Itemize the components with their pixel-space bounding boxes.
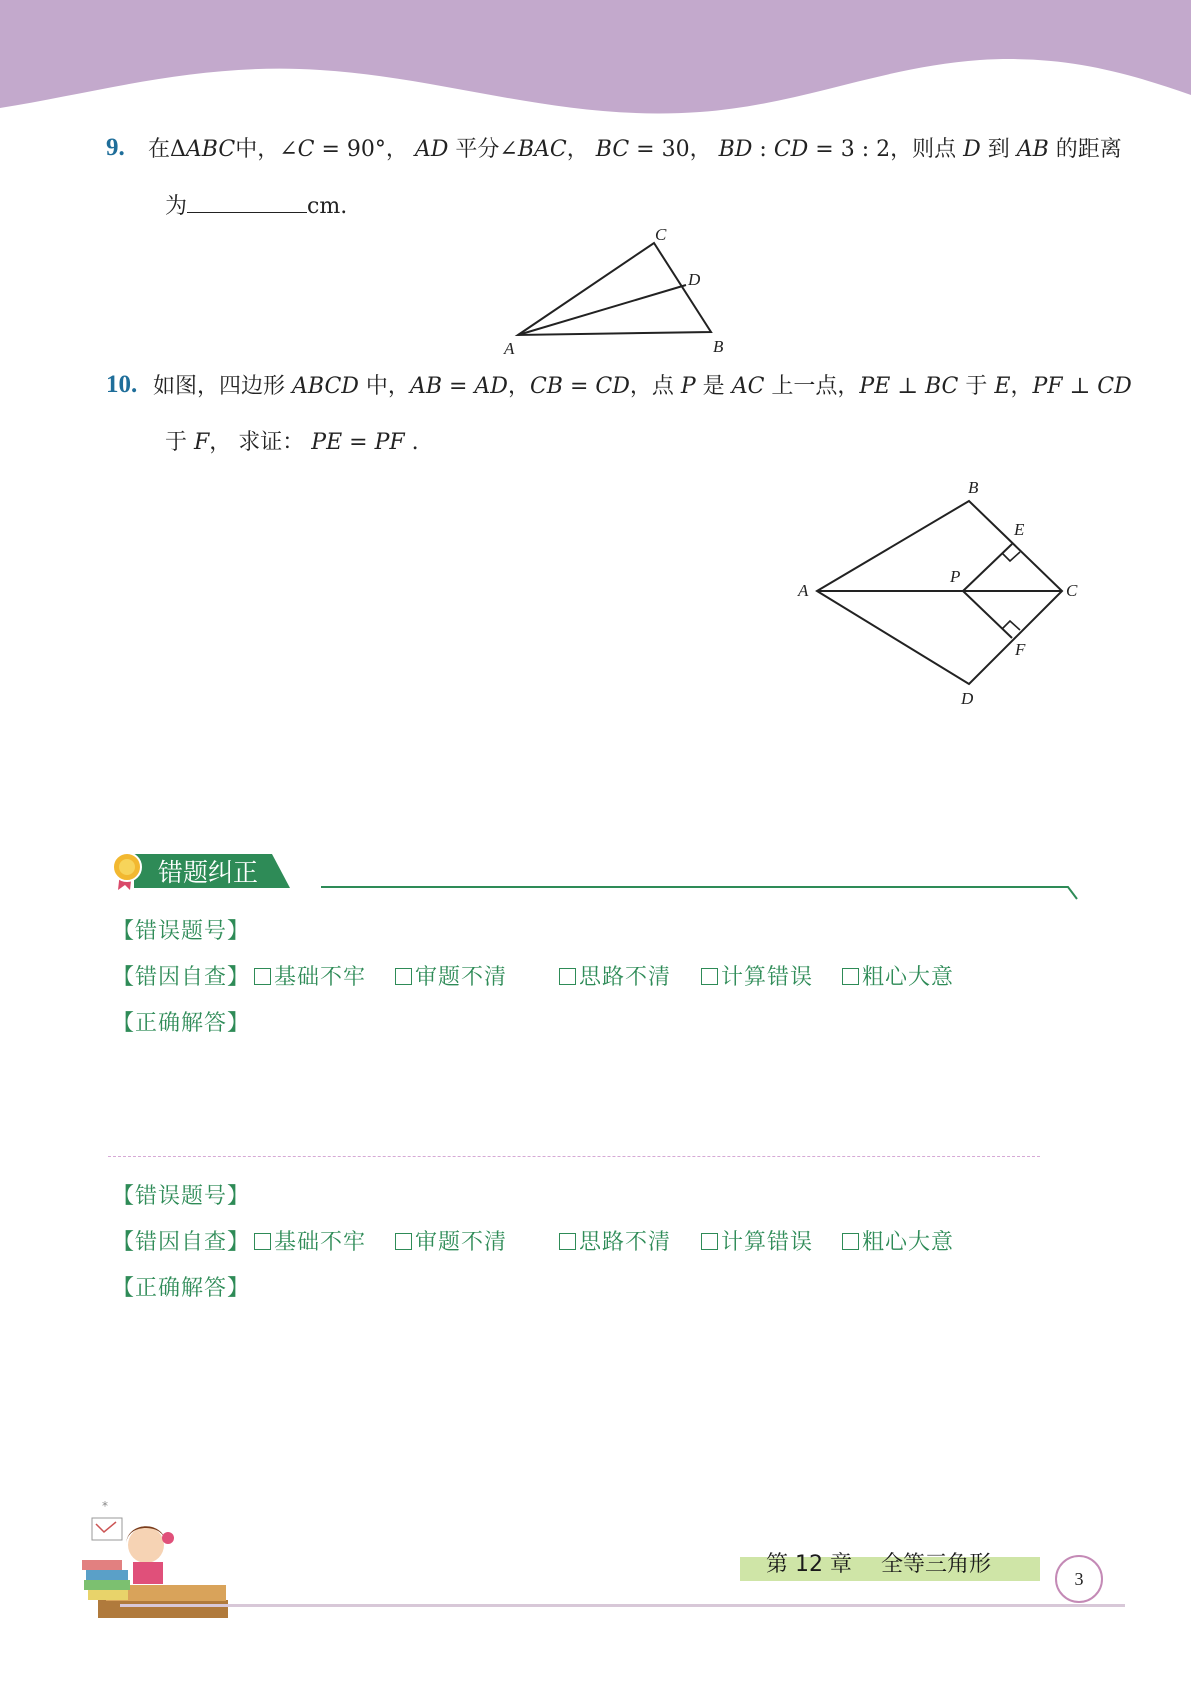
question-9-figure [500, 225, 740, 360]
label-E: E [1014, 520, 1025, 539]
label-A: A [798, 581, 809, 600]
question-9-number: 9. [106, 134, 125, 161]
checkbox-icon[interactable] [701, 1233, 718, 1250]
answer-label-2: 【正确解答】 [112, 1276, 251, 1301]
svg-text:*: * [102, 1500, 108, 1513]
label-C: C [1066, 581, 1078, 600]
option-reading[interactable]: 审题不清 [395, 960, 507, 991]
cause-row-1 [112, 960, 1012, 990]
option-calculation[interactable]: 计算错误 [701, 960, 813, 991]
option-thinking[interactable]: 思路不清 [559, 960, 671, 991]
wrong-number-label-1: 【错误题号】 [112, 919, 251, 944]
label-B: B [713, 337, 724, 356]
option-reading[interactable]: 审题不清 [395, 1225, 507, 1256]
checkbox-icon[interactable] [842, 1233, 859, 1250]
chapter-bar [740, 1552, 1040, 1581]
block-separator [108, 1156, 1040, 1157]
answer-label-1: 【正确解答】 [112, 1011, 251, 1036]
checkbox-icon[interactable] [254, 1233, 271, 1250]
label-A: A [504, 339, 515, 358]
cause-label: 【错因自查】 [112, 965, 251, 990]
checkbox-icon[interactable] [559, 968, 576, 985]
section-title: 错题纠正 [158, 858, 259, 887]
question-10-figure [795, 475, 1095, 715]
answer-blank[interactable] [187, 190, 307, 213]
checkbox-icon[interactable] [395, 1233, 412, 1250]
section-banner [112, 850, 292, 892]
label-C: C [655, 225, 667, 244]
label-P: P [950, 567, 961, 586]
option-basic[interactable]: 基础不牢 [254, 960, 366, 991]
option-calculation[interactable]: 计算错误 [701, 1225, 813, 1256]
checkbox-icon[interactable] [254, 968, 271, 985]
question-10-line-2: 于 F， 求证： PE = PF . [165, 430, 419, 455]
question-10-line-1: 如图，四边形 ABCD 中，AB = AD，CB = CD，点 P 是 AC 上一点，PE ⊥ BC 于 E，PF ⊥ CD [153, 374, 1132, 399]
checkbox-icon[interactable] [842, 968, 859, 985]
option-careless[interactable]: 粗心大意 [842, 1225, 954, 1256]
label-B: B [968, 478, 979, 497]
option-thinking[interactable]: 思路不清 [559, 1225, 671, 1256]
cause-label: 【错因自查】 [112, 1230, 251, 1255]
label-F: F [1015, 640, 1026, 659]
chapter-title: 第 12 章 全等三角形 [766, 1552, 991, 1577]
section-divider [321, 885, 1078, 901]
option-careless[interactable]: 粗心大意 [842, 960, 954, 991]
label-D: D [961, 689, 974, 708]
footer-line [120, 1604, 1125, 1607]
label-D: D [688, 270, 701, 289]
question-10-number: 10. [106, 371, 138, 398]
checkbox-icon[interactable] [559, 1233, 576, 1250]
question-9-line-2: 为 cm. [165, 190, 347, 222]
wrong-number-label-2: 【错误题号】 [112, 1184, 251, 1209]
cause-row-2 [112, 1225, 1012, 1255]
option-basic[interactable]: 基础不牢 [254, 1225, 366, 1256]
page-number: 3 [1055, 1555, 1103, 1603]
checkbox-icon[interactable] [701, 968, 718, 985]
question-9-line-1: 在ΔABC中，∠C = 90°， AD 平分∠BAC， BC = 30， BD : CD = 3 : 2，则点 D 到 AB 的距离 [148, 137, 1122, 162]
checkbox-icon[interactable] [395, 968, 412, 985]
header-wave-banner [0, 0, 1191, 130]
